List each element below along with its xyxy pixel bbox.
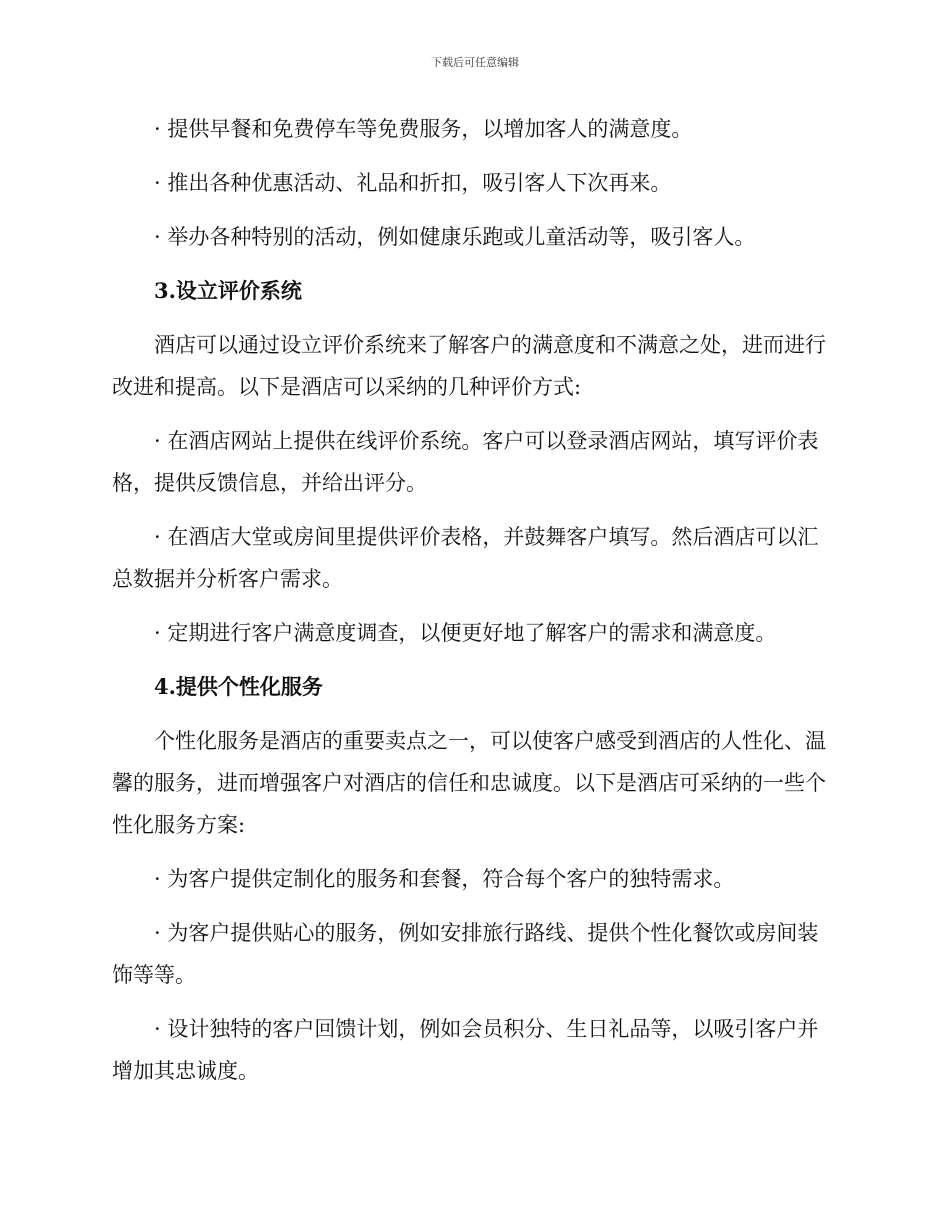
bullet-paragraph: · 提供早餐和免费停车等免费服务，以增加客人的满意度。 [154,117,693,141]
document-body [112,108,832,1104]
bullet-paragraph: · 定期进行客户满意度调查，以便更好地了解客户的需求和满意度。 [154,621,777,645]
bullet-paragraph: · 为客户提供定制化的服务和套餐，符合每个客户的独特需求。 [154,867,735,891]
bullet-paragraph: · 推出各种优惠活动、礼品和折扣，吸引客人下次再来。 [154,171,672,195]
bullet-paragraph: · 举办各种特别的活动，例如健康乐跑或儿童活动等，吸引客人。 [154,225,756,249]
body-paragraph: 酒店可以通过设立评价系统来了解客户的满意度和不满意之处，进而进行改进和提高。以下是酒店可以采纳的几种评价方式: [112,333,826,399]
body-paragraph: 个性化服务是酒店的重要卖点之一，可以使客户感受到酒店的人性化、温馨的服务，进而增强客户对酒店的信任和忠诚度。以下是酒店可采纳的一些个性化服务方案: [112,729,826,837]
bullet-paragraph: · 设计独特的客户回馈计划，例如会员积分、生日礼品等，以吸引客户并增加其忠诚度。 [112,1017,819,1083]
section-heading: 4.提供个性化服务 [154,674,323,699]
bullet-paragraph: · 为客户提供贴心的服务，例如安排旅行路线、提供个性化餐饮或房间装饰等等。 [112,921,819,987]
section-heading: 3.设立评价系统 [154,278,302,303]
bullet-paragraph: · 在酒店网站上提供在线评价系统。客户可以登录酒店网站，填写评价表格，提供反馈信息，并给出评分。 [112,429,819,495]
page-header: 下载后可任意编辑 [431,56,519,69]
bullet-paragraph: · 在酒店大堂或房间里提供评价表格，并鼓舞客户填写。然后酒店可以汇总数据并分析客户需求。 [112,525,819,591]
